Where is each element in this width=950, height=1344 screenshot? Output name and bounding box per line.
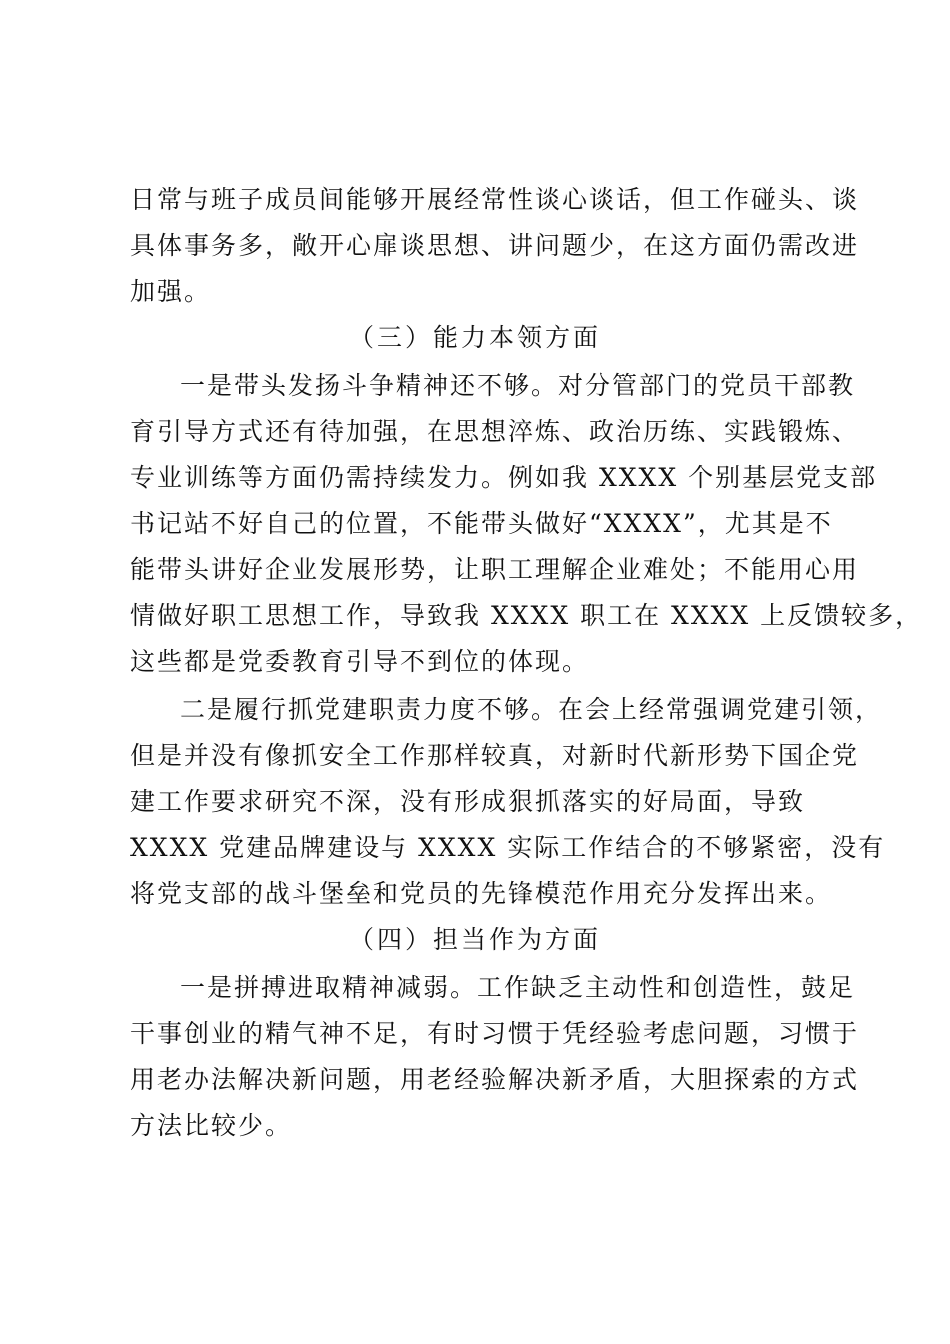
- paragraph-line: 具体事务多，敞开心扉谈思想、讲问题少，在这方面仍需改进: [130, 231, 860, 260]
- paragraph-line: 加强。: [130, 277, 212, 306]
- paragraph-line: 方法比较少。: [130, 1111, 293, 1140]
- paragraph-line: 二是履行抓党建职责力度不够。在会上经常强调党建引领，: [180, 695, 883, 724]
- paragraph-line: 干事创业的精气神不足，有时习惯于凭经验考虑问题，习惯于: [130, 1019, 860, 1048]
- paragraph-line: 建工作要求研究不深，没有形成狠抓落实的好局面，导致: [130, 787, 806, 816]
- paragraph-line: 日常与班子成员间能够开展经常性谈心谈话，但工作碰头、谈: [130, 185, 860, 214]
- paragraph-line: 一是拼搏进取精神减弱。工作缺乏主动性和创造性，鼓足: [180, 973, 856, 1002]
- paragraph-line: 用老办法解决新问题，用老经验解决新矛盾，大胆探索的方式: [130, 1065, 860, 1094]
- paragraph-line: XXXX 党建品牌建设与 XXXX 实际工作结合的不够紧密，没有: [130, 833, 886, 862]
- paragraph-line: 这些都是党委教育引导不到位的体现。: [130, 647, 590, 676]
- paragraph-line: 将党支部的战斗堡垒和党员的先锋模范作用充分发挥出来。: [130, 879, 833, 908]
- section-heading-4: （四）担当作为方面: [348, 925, 601, 954]
- paragraph-line: 书记站不好自己的位置，不能带头做好“XXXX”，尤其是不: [130, 509, 833, 538]
- paragraph-line: 能带头讲好企业发展形势，让职工理解企业难处；不能用心用: [130, 555, 860, 584]
- paragraph-line: 育引导方式还有待加强，在思想淬炼、政治历练、实践锻炼、: [130, 417, 860, 446]
- paragraph-line: 一是带头发扬斗争精神还不够。对分管部门的党员干部教: [180, 371, 856, 400]
- paragraph-line: 情做好职工思想工作，导致我 XXXX 职工在 XXXX 上反馈较多，: [130, 601, 923, 630]
- paragraph-line: 但是并没有像抓安全工作那样较真，对新时代新形势下国企党: [130, 741, 860, 770]
- paragraph-line: 专业训练等方面仍需持续发力。例如我 XXXX 个别基层党支部: [130, 463, 878, 492]
- section-heading-3: （三）能力本领方面: [348, 323, 601, 352]
